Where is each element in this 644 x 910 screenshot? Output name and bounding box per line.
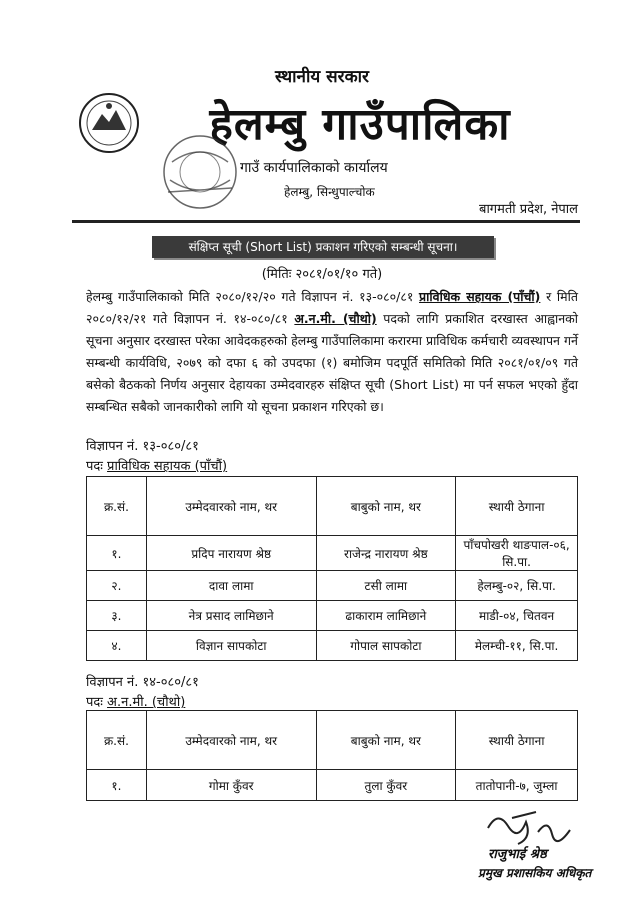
section2-post-name: अ.न.मी. (चौथो) [107,695,186,710]
cell-serial: ३. [87,601,147,631]
cell-address: तातोपानी-७, जुम्ला [456,770,578,801]
cell-candidate-name: नेत्र प्रसाद लामिछाने [146,601,316,631]
cell-serial: १. [87,770,147,801]
section2-post [86,692,185,710]
col-father-name: बाबुको नाम, थर [316,711,456,770]
notice-body-part-3: पदको लागि प्रकाशित दरखास्त आह्वानको सूचना अनुसार दरखास्त परेका आवेदकहरुको हेलम्बु गाउँपालिकामा करारमा प्राविधिक कर्मचारी व्यवस्थापन गर्ने सम्बन्धी कार्यविधि, २०७९ को दफा ६ को उपदफा (१) बमोजिम पदपूर्ति समितिको मिति २०८१/०१/०९ गते बसेको बैठकको निर्णय अनुसार देहायका उम्मेदवारहरु संक्षिप्त सूची (Short List) मा पर्न सफल भएको हुँदा सम्बन्धित सबैको जानकारीको लागि यो सूचना प्रकाशन गरिएको छ। [86,311,578,414]
section1-ad-number: विज्ञापन नं. १३-०८०/८१ [86,439,199,454]
section2-post-prefix: पदः [86,695,108,710]
post-name-1: प्राविधिक सहायक (पाँचौं) [419,289,541,304]
nepal-emblem-icon [78,92,140,154]
cell-candidate-name: गोमा कुँवर [146,770,316,801]
cell-father-name: तुला कुँवर [316,770,456,801]
cell-serial: ४. [87,631,147,661]
signatory-title: प्रमुख प्रशासकिय अधिकृत [478,866,592,880]
table-row [87,601,578,631]
table-header-row [87,711,578,770]
col-address: स्थायी ठेगाना [456,477,578,536]
col-candidate-name: उम्मेदवारको नाम, थर [146,477,316,536]
section1-post [86,456,227,474]
col-candidate-name: उम्मेदवारको नाम, थर [146,711,316,770]
shortlist-table-2 [86,710,578,801]
signatory-name: राजुभाई श्रेष्ठ [488,847,547,862]
notice-date: (मितिः २०८१/०१/१० गते) [261,267,383,282]
section1-post-name: प्राविधिक सहायक (पाँचौं) [107,459,228,474]
cell-serial: २. [87,571,147,601]
municipality-title: हेलम्बु गाउँपालिका [209,99,511,150]
cell-address: पाँचपोखरी थाङपाल-०६, सि.पा. [456,536,578,571]
notice-body [86,286,578,418]
notice-banner: संक्षिप्त सूची (Short List) प्रकाशन गरिएको सम्बन्धी सूचना। [152,236,494,258]
cell-serial: १. [87,536,147,571]
cell-address: माडी-०४, चितवन [456,601,578,631]
cell-address: हेलम्बु-०२, सि.पा. [456,571,578,601]
cell-candidate-name: दावा लामा [146,571,316,601]
cell-candidate-name: विज्ञान सापकोटा [146,631,316,661]
notice-body-part-1: हेलम्बु गाउँपालिकाको मिति २०८०/१२/२० गते विज्ञापन नं. १३-०८०/८१ [86,289,420,304]
notice-body-part-2: र मिति २०८०/१२/२१ गते विज्ञापन नं. १४-०८०/८१ [86,289,578,326]
col-address: स्थायी ठेगाना [456,711,578,770]
office-name: गाउँ कार्यपालिकाको कार्यालय [240,160,388,176]
office-stamp-icon [152,132,248,212]
table-row [87,631,578,661]
section1-post-prefix: पदः [86,459,108,474]
government-label: स्थानीय सरकार [274,67,369,87]
table-row [87,571,578,601]
province-label: बागमती प्रदेश, नेपाल [479,202,578,217]
cell-father-name: राजेन्द्र नारायण श्रेष्ठ [316,536,456,571]
cell-father-name: ढाकाराम लामिछाने [316,601,456,631]
shortlist-table-1 [86,476,578,661]
post-name-2: अ.न.मी. (चौथो) [294,311,377,326]
col-serial: क्र.सं. [87,711,147,770]
col-serial: क्र.सं. [87,477,147,536]
table-row [87,770,578,801]
cell-father-name: गोपाल सापकोटा [316,631,456,661]
office-address: हेलम्बु, सिन्धुपाल्चोक [284,185,375,199]
cell-candidate-name: प्रदिप नारायण श्रेष्ठ [146,536,316,571]
table-row [87,536,578,571]
section2-ad-number: विज्ञापन नं. १४-०८०/८१ [86,675,199,690]
cell-address: मेलम्ची-११, सि.पा. [456,631,578,661]
header-divider [72,220,580,223]
col-father-name: बाबुको नाम, थर [316,477,456,536]
cell-father-name: टसी लामा [316,571,456,601]
table-header-row [87,477,578,536]
